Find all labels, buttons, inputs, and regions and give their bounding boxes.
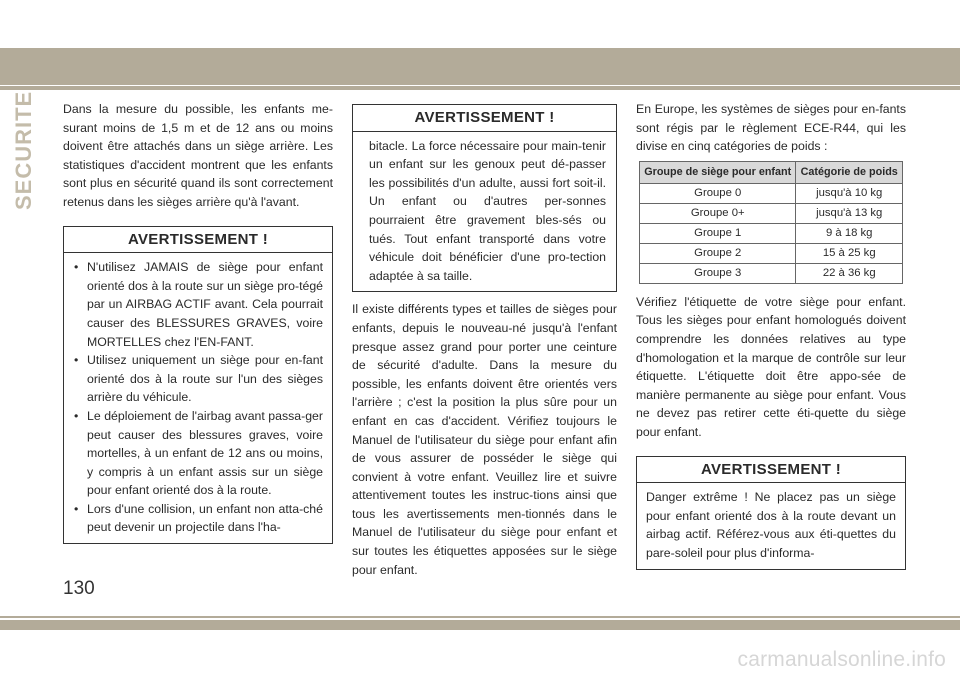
- body-paragraph: Vérifiez l'étiquette de votre siège pour enfant. Tous les sièges pour enfant homologués doivent comprendre les données relatives au type d'homologation et la marque de contrôle sur leur étiquette. L'étiquette doit être appo-sée de manière permanente au siège pour enfant. Vous ne devez pas retirer cette éti-quette du siège pour enfant.: [636, 294, 906, 439]
- table-cell: Groupe 1: [640, 223, 796, 243]
- warning-item: • Utilisez uniquement un siège pour en-fant orienté dos à la route sur l'un des sièges arrière du véhicule.: [73, 351, 323, 407]
- intro-paragraph: En Europe, les systèmes de sièges pour en-fants sont régis par le règlement ECE-R44, qui les divise en cinq catégories de poids :: [636, 102, 906, 154]
- warning-item: • Le déploiement de l'airbag avant passa-ger peut causer des blessures graves, voire mortelles, à un enfant de 12 ans ou moins, y compris à un enfant assis sur un siège pour enfant orienté dos à la route.: [73, 407, 323, 500]
- warning-title: AVERTISSEMENT !: [637, 457, 905, 484]
- table-header-cell: Catégorie de poids: [796, 161, 903, 183]
- section-title: SECURITE: [11, 90, 36, 210]
- warning-body: [64, 253, 332, 543]
- table-row: [640, 263, 903, 283]
- warning-text: Danger extrême ! Ne placez pas un siège pour enfant orienté dos à la route devant un airbag actif. Référez-vous aux éti-quettes du pare-soleil pour plus d'informa-: [646, 490, 896, 560]
- warning-title: AVERTISSEMENT !: [64, 227, 332, 254]
- warning-item: • Lors d'une collision, un enfant non atta-ché peut devenir un projectile dans l'ha-: [73, 500, 323, 537]
- column-right: [636, 100, 906, 570]
- warning-box-continued: [352, 104, 617, 292]
- footer-rule: [0, 616, 960, 618]
- table-cell: Groupe 0+: [640, 203, 796, 223]
- header-rule: [0, 86, 960, 90]
- table-cell: 22 à 36 kg: [796, 263, 903, 283]
- table-cell: 9 à 18 kg: [796, 223, 903, 243]
- page-number: 130: [63, 578, 95, 599]
- intro-paragraph: Dans la mesure du possible, les enfants me-surant moins de 1,5 m et de 12 ans ou moins doivent être attachés dans un siège arrière. Les statistiques d'accident montrent que les enfants sont plus en sécurité quand ils sont correctement retenus dans les sièges arrière qu'à l'avant.: [63, 102, 333, 209]
- table-cell: Groupe 3: [640, 263, 796, 283]
- warning-box: [63, 226, 333, 545]
- table-row: [640, 243, 903, 263]
- warning-body: [637, 483, 905, 568]
- table-header-row: [640, 161, 903, 183]
- table-cell: Groupe 2: [640, 243, 796, 263]
- column-left: [63, 100, 333, 544]
- table-row: [640, 223, 903, 243]
- table-row: [640, 183, 903, 203]
- table-cell: Groupe 0: [640, 183, 796, 203]
- table-cell: jusqu'à 10 kg: [796, 183, 903, 203]
- table-cell: 15 à 25 kg: [796, 243, 903, 263]
- warning-item: • N'utilisez JAMAIS de siège pour enfant orienté dos à la route sur un siège pro-tégé par un AIRBAG ACTIF avant. Cela pourrait causer des BLESSURES GRAVES, voire MORTELLES chez l'EN-FANT.: [73, 258, 323, 351]
- warning-list: [73, 258, 323, 537]
- warning-title: AVERTISSEMENT !: [353, 105, 616, 132]
- header-band: [0, 48, 960, 85]
- column-middle: [352, 104, 617, 579]
- table-cell: jusqu'à 13 kg: [796, 203, 903, 223]
- warning-text: bitacle. La force nécessaire pour main-tenir un enfant sur les genoux peut dé-passer les possibilités d'un adulte, aussi fort soit-il. Un enfant ou d'autres per-sonnes pourraient être gravement bles-sés ou tués. Tout enfant transporté dans votre véhicule doit bénéficier d'une pro-tection adaptée à sa taille.: [369, 138, 606, 283]
- weight-group-table: [639, 161, 903, 284]
- warning-body: [353, 132, 616, 292]
- table-header-cell: Groupe de siège pour enfant: [640, 161, 796, 183]
- warning-box: [636, 456, 906, 570]
- footer-band: [0, 620, 960, 630]
- body-paragraph: Il existe différents types et tailles de sièges pour enfants, depuis le nouveau-né jusqu'à l'enfant presque assez grand pour porter une ceinture de sécurité d'adulte. Dans la mesure du possible, les enfants doivent être orientés vers l'arrière ; c'est la position la plus sûre pour un enfant en cas d'accident. Vérifiez toujours le Manuel de l'utilisateur du siège pour enfant afin de vous assurer de posséder le siège qui convient à votre enfant. Veuillez lire et suivre attentivement toutes les instruc-tions ainsi que tous les avertissements men-tionnés dans le Manuel de l'utilisateur du siège pour enfant et sur toutes les étiquettes apposées sur le siège pour enfant.: [352, 302, 617, 577]
- table-row: [640, 203, 903, 223]
- watermark-text: carmanualsonline.info: [737, 648, 946, 671]
